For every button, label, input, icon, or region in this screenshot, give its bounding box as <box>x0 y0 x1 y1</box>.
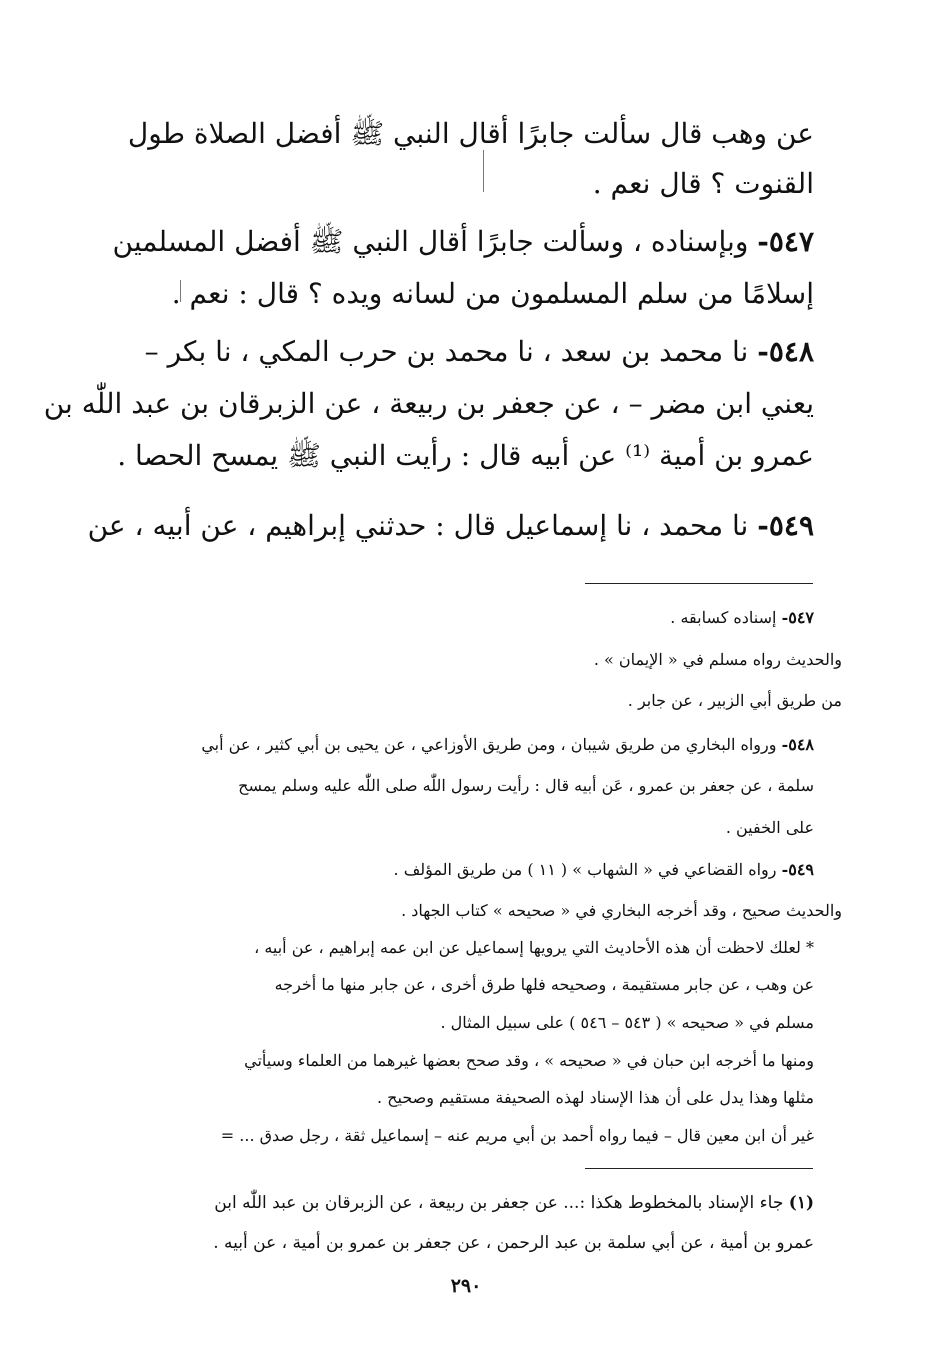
commentary-text: رواه القضاعي في « الشهاب » ( ١١ ) من طريق المؤلف . <box>393 860 777 879</box>
hadith-text: نا محمد ، نا إسماعيل قال : حدثني إبراهيم ، عن أبيه ، عن <box>87 509 749 542</box>
note-line <box>214 1195 814 1212</box>
hadith-text: وبإسناده ، وسألت جابرًا أقال النبي ﷺ أفضل المسلمين <box>112 225 749 258</box>
commentary-text: ورواه البخاري من طريق شيبان ، ومن طريق الأوزاعي ، عن يحيى بن أبي كثير ، عن أبي <box>201 735 777 754</box>
commentary-line: مسلم في « صحيحه » ( ٥٤٣ – ٥٤٦ ) على سبيل المثال . <box>440 1013 814 1032</box>
body-line: القنوت ؟ قال نعم . <box>592 167 814 200</box>
commentary-line <box>201 737 814 753</box>
commentary-line: والحديث صحيح ، وقد أخرجه البخاري في « صحيحه » كتاب الجهاد . <box>401 901 842 920</box>
hadith-number: ٥٤٩- <box>757 509 814 542</box>
note-number: (١) <box>788 1193 814 1213</box>
note-line: عمرو بن أمية ، عن أبي سلمة بن عبد الرحمن ، عن جعفر بن عمرو بن أمية ، عن أبيه . <box>213 1233 814 1253</box>
commentary-number: ٥٤٧- <box>781 608 814 627</box>
commentary-text: إسناده كسابقه . <box>670 608 777 627</box>
notes-divider <box>585 1168 813 1169</box>
commentary-line: والحديث رواه مسلم في « الإيمان » . <box>593 650 842 669</box>
hadith-548 <box>144 335 814 368</box>
commentary-line: من طريق أبي الزبير ، عن جابر . <box>627 691 842 710</box>
commentary-line: مثلها وهذا يدل على أن هذا الإسناد لهذه الصحيفة مستقيم وصحيح . <box>376 1088 814 1107</box>
hadith-number: ٥٤٧- <box>757 225 814 258</box>
commentary-line <box>394 862 814 878</box>
commentary-line: * لعلك لاحظت أن هذه الأحاديث التي يرويها إسماعيل عن ابن عمه إبراهيم ، عن أبيه ، <box>254 938 814 957</box>
commentary-line: سلمة ، عن جعفر بن عمرو ، عَن أبيه قال : رأيت رسول اللّٰه صلى اللّٰه عليه وسلم يمسح <box>238 776 814 795</box>
section-divider <box>585 583 813 584</box>
body-line: عمرو بن أمية ⁽¹⁾ عن أبيه قال : رأيت النبي ﷺ يمسح الحصا . <box>117 439 814 472</box>
body-line: يعني ابن مضر – ، عن جعفر بن ربيعة ، عن الزبرقان بن عبد اللّٰه بن <box>43 387 814 420</box>
commentary-line: عن وهب ، عن جابر مستقيمة ، وصحيحه فلها طرق أخرى ، عن جابر منها ما أخرجه <box>274 975 814 994</box>
hadith-549 <box>87 509 814 542</box>
commentary-number: ٥٤٨- <box>781 735 814 754</box>
body-line: عن وهب قال سألت جابرًا أقال النبي ﷺ أفضل الصلاة طول <box>127 117 814 150</box>
scan-mark <box>483 150 484 192</box>
commentary-line: ومنها ما أخرجه ابن حبان في « صحيحه » ، وقد صحح بعضها غيرهما من العلماء وسيأتي <box>244 1051 814 1070</box>
body-line: إسلامًا من سلم المسلمون من لسانه ويده ؟ قال : نعم . <box>171 277 814 310</box>
note-text: جاء الإسناد بالمخطوط هكذا :... عن جعفر بن ربيعة ، عن الزبرقان بن عبد اللّٰه ابن <box>214 1193 784 1213</box>
commentary-line: على الخفين . <box>725 818 814 837</box>
commentary-line <box>670 610 814 626</box>
commentary-number: ٥٤٩- <box>781 860 814 879</box>
hadith-text: نا محمد بن سعد ، نا محمد بن حرب المكي ، نا بكر – <box>144 335 749 368</box>
hadith-547 <box>112 225 814 258</box>
page-number: ٢٩٠ <box>450 1275 482 1297</box>
commentary-line: غير أن ابن معين قال – فيما رواه أحمد بن أبي مريم عنه – إسماعيل ثقة ، رجل صدق ... = <box>220 1126 814 1145</box>
hadith-number: ٥٤٨- <box>757 335 814 368</box>
